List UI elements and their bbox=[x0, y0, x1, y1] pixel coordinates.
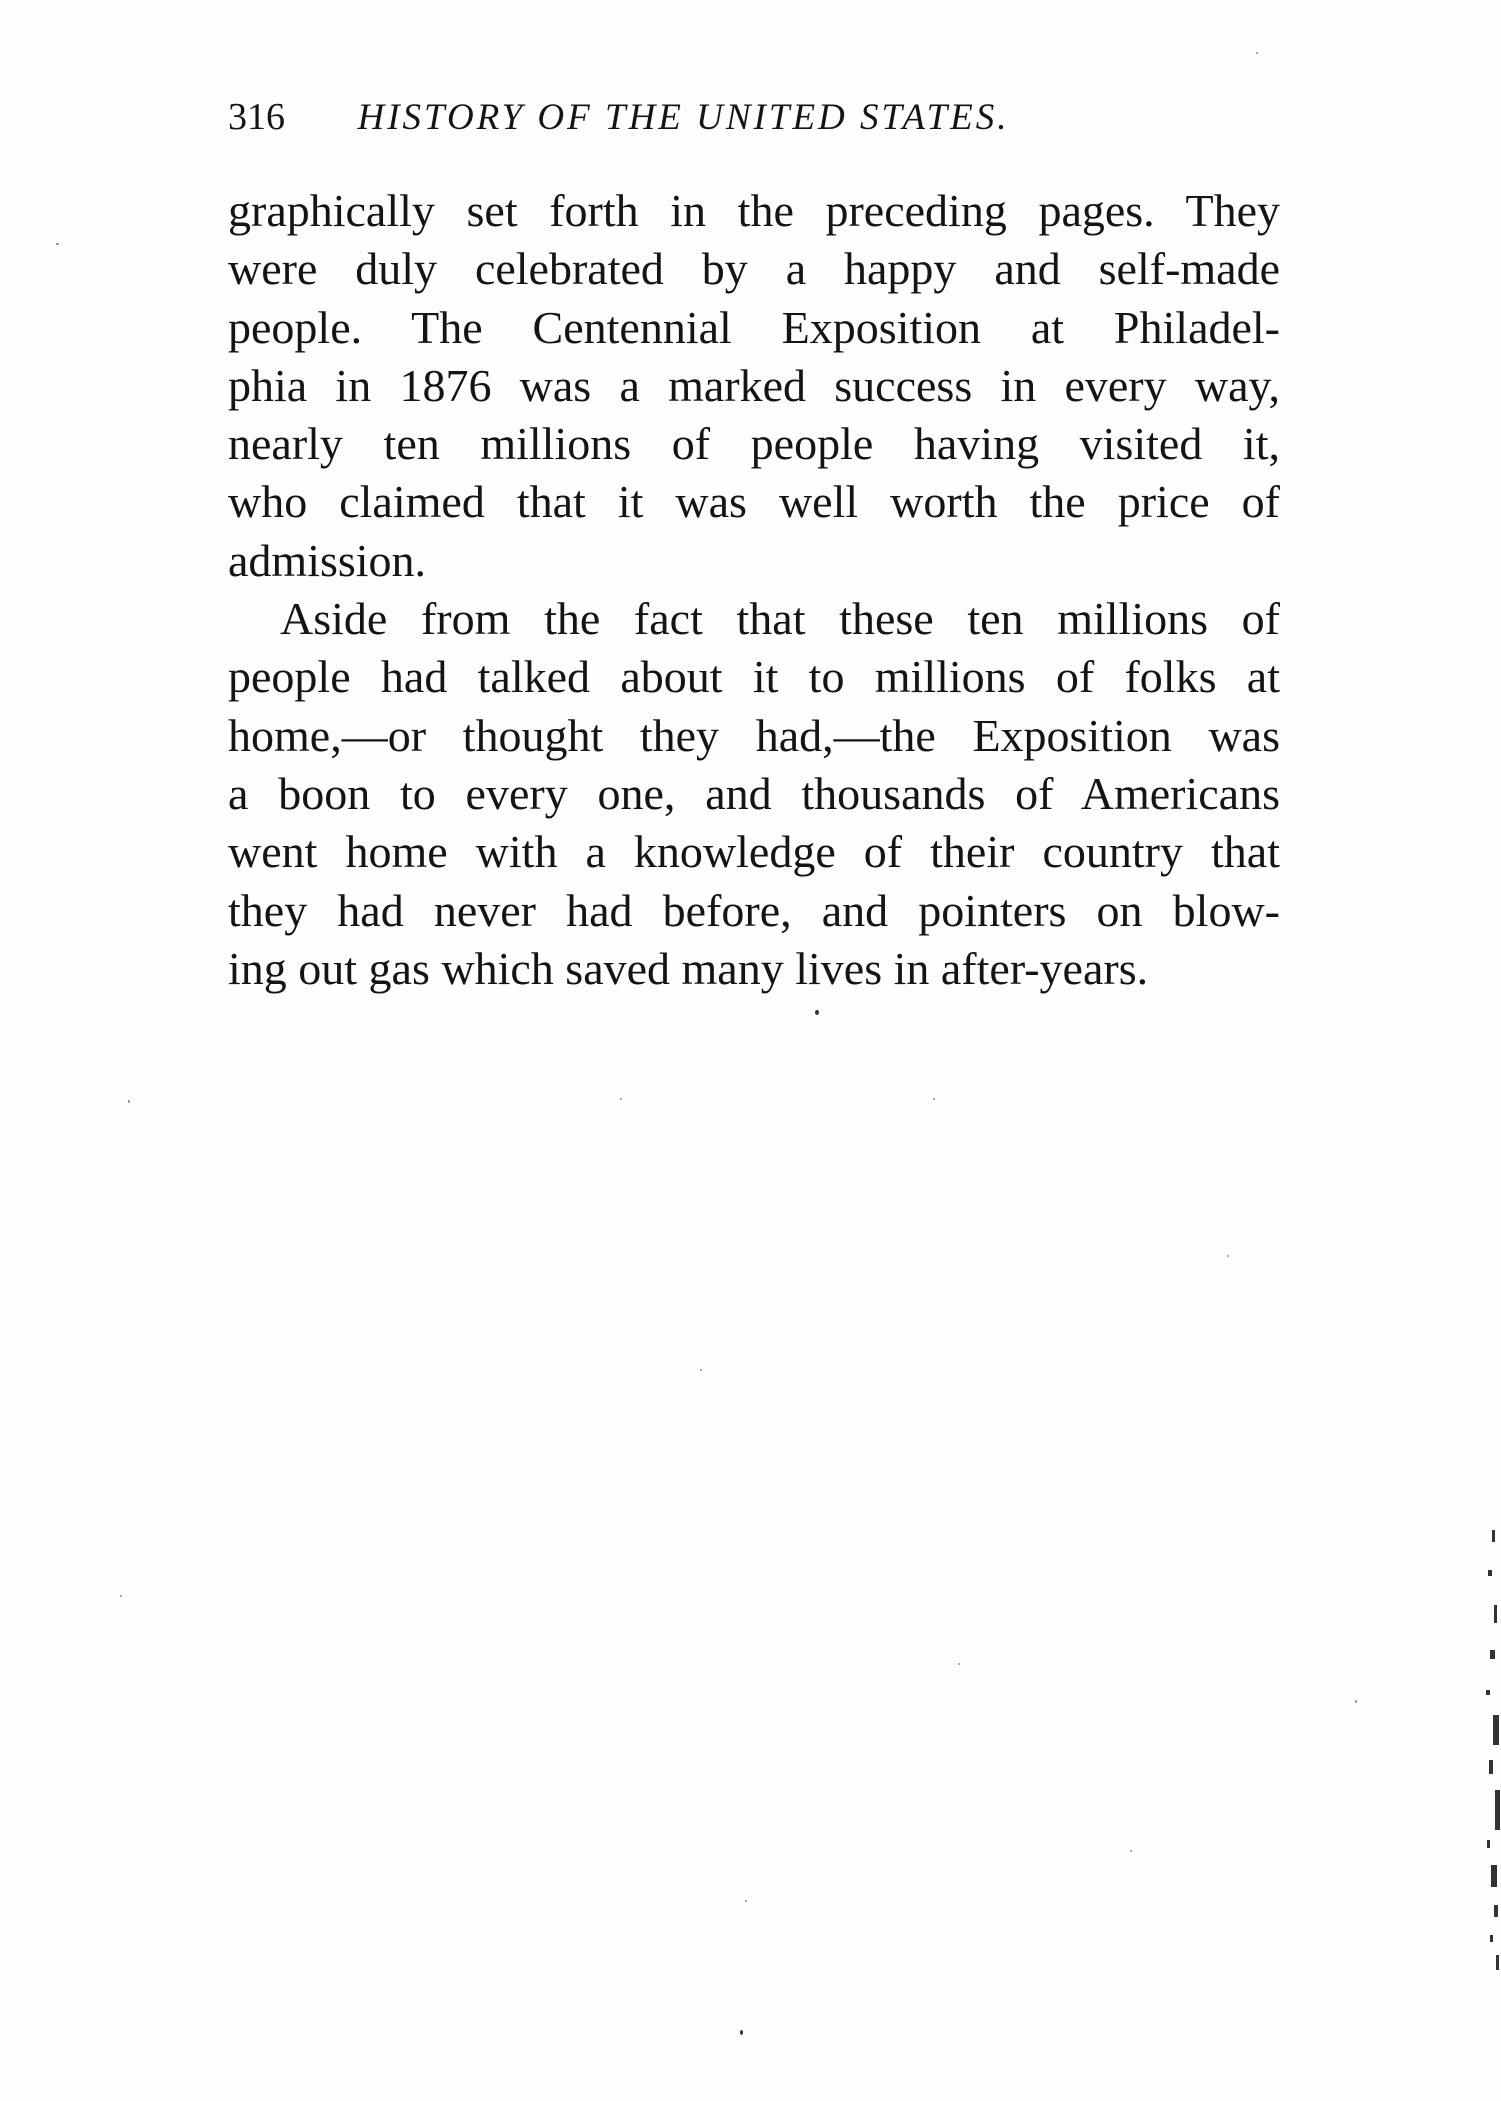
scan-speck bbox=[1355, 1700, 1357, 1703]
text-line: people had talked about it to millions of folks at bbox=[228, 651, 1280, 703]
text-line: admission. bbox=[228, 534, 427, 586]
paragraph bbox=[228, 182, 1280, 590]
running-head bbox=[228, 92, 1128, 142]
text-line: people. The Centennial Exposition at Philadel- bbox=[228, 301, 1280, 353]
text-line: home,—or thought they had,—the Exposition was bbox=[228, 709, 1280, 761]
running-title: HISTORY OF THE UNITED STATES. bbox=[357, 97, 1010, 138]
text-line: who claimed that it was well worth the price of bbox=[228, 476, 1280, 528]
scan-speck bbox=[120, 1595, 122, 1597]
scan-speck bbox=[958, 1663, 960, 1665]
scan-speck bbox=[128, 1100, 130, 1103]
body-text bbox=[228, 182, 1280, 998]
scan-speck bbox=[1256, 52, 1258, 54]
text-line: Aside from the fact that these ten millions of bbox=[280, 593, 1280, 645]
paragraph bbox=[228, 590, 1280, 998]
text-line: they had never had before, and pointers on blow- bbox=[228, 884, 1280, 936]
page-number: 316 bbox=[228, 96, 285, 138]
scan-speck bbox=[933, 1098, 935, 1100]
scan-speck bbox=[815, 1010, 819, 1015]
text-line: a boon to every one, and thousands of Americans bbox=[228, 767, 1280, 819]
scan-speck bbox=[1227, 1255, 1229, 1257]
scan-speck bbox=[1130, 1850, 1132, 1852]
text-line: ing out gas which saved many lives in after-years. bbox=[228, 942, 1149, 994]
scan-speck bbox=[700, 1369, 702, 1371]
scan-edge-noise bbox=[1478, 1510, 1501, 1980]
scan-speck bbox=[740, 2030, 743, 2035]
text-line: graphically set forth in the preceding pages. They bbox=[228, 185, 1280, 236]
scan-speck bbox=[745, 1900, 747, 1902]
scan-speck bbox=[56, 243, 59, 245]
scan-edge-noise-graphic bbox=[1478, 1510, 1501, 1980]
text-line: went home with a knowledge of their country that bbox=[228, 826, 1280, 878]
text-line: nearly ten millions of people having visited it, bbox=[228, 418, 1280, 470]
scan-speck bbox=[620, 1098, 622, 1100]
text-line: were duly celebrated by a happy and self-made bbox=[228, 243, 1280, 295]
text-line: phia in 1876 was a marked success in every way, bbox=[228, 359, 1280, 411]
